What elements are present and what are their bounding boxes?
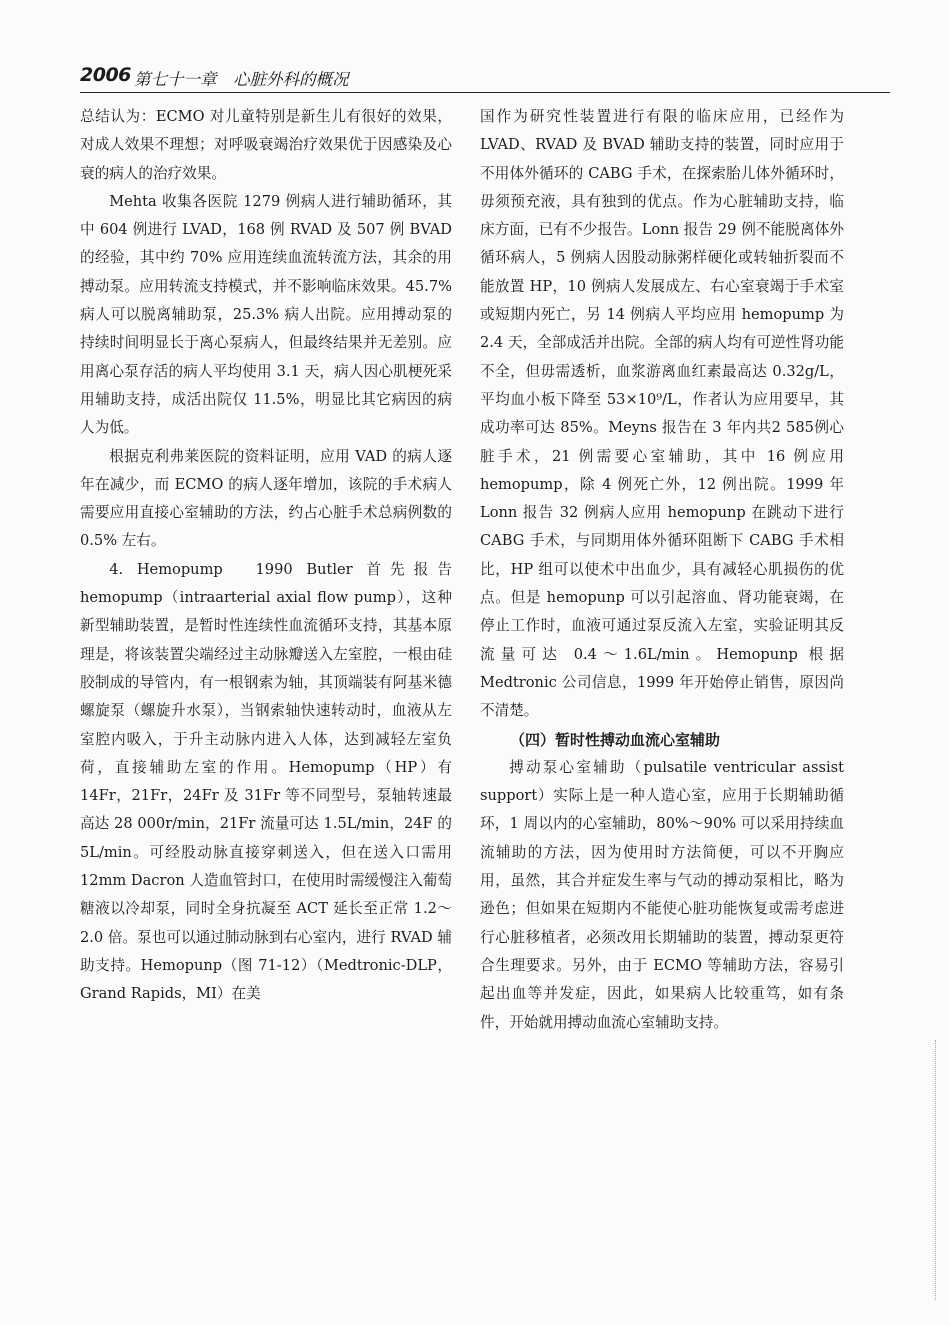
header-rule xyxy=(80,92,890,93)
left-column xyxy=(80,103,452,1009)
paragraph: 总结认为：ECMO 对儿童特别是新生儿有很好的效果，对成人效果不理想；对呼吸衰竭治疗效果优于因感染及心衰的病人的治疗效果。 xyxy=(80,108,452,182)
chapter-title: 第七十一章 心脏外科的概况 xyxy=(134,70,349,89)
right-column xyxy=(480,103,844,1037)
paragraph: 国作为研究性装置进行有限的临床应用，已经作为 LVAD、RVAD 及 BVAD 辅助支持的装置，同时应用于不用体外循环的 CABG 手术，在探索胎儿体外循环时，毋须预充液，具有独到的优点。作为心脏辅助支持，临床方面，已有不少报告。Lonn 报告 29 例不能脱离体外循环病人，5 例病人因股动脉粥样硬化或转轴折裂而不能放置 HP，10 例病人发展成左、右心室衰竭于手术室或短期内死亡，另 14 例病人平均应用 hemopump 为 2.4 天，全部成活并出院。全部的病人均有可逆性肾功能不全，但毋需透析，血浆游离血红素最高达 0.32g/L，平均血小板下降至 53×10⁹/L，作者认为应用要早，其成功率可达 85%。Meyns 报告在 3 年内共2 585例心脏手术，21 例需要心室辅助，其中 16 例应用 hemopump，除 4 例死亡外，12 例出院。1999 年 Lonn 报告 32 例病人应用 hemopunp 在跳动下进行 CABG 手术，与同期用体外循环阻断下 CABG 手术相比，HP 组可以使术中出血少，具有减轻心肌损伤的优点。但是 hemopunp 可以引起溶血、肾功能衰竭，在停止工作时，血液可通过泵反流入左室，实验证明其反流量可达 0.4～1.6L/min。Hemopunp 根据 Medtronic 公司信息，1999 年开始停止销售，原因尚不清楚。 xyxy=(480,108,844,720)
page-number: 2006 xyxy=(80,64,131,86)
paragraph: Mehta 收集各医院 1279 例病人进行辅助循环，其中 604 例进行 LVAD，168 例 RVAD 及 507 例 BVAD 的经验，其中约 70% 应用连续血流转流方法，其余的用搏动泵。应用转流支持模式，并不影响临床效果。45.7% 病人可以脱离辅助泵，25.3% 病人出院。应用搏动泵的持续时间明显长于离心泵病人，但最终结果并无差别。应用离心泵存活的病人平均使用 3.1 天，病人因心肌梗死采用辅助支持，成活出院仅 11.5%，明显比其它病因的病人为低。 xyxy=(80,192,452,437)
paragraph: 搏动泵心室辅助（pulsatile ventricular assist support）实际上是一种人造心室，应用于长期辅助循环，1 周以内的心室辅助，80%～90% 可以采用持续血流辅助的方法，因为使用时方法简便，可以不开胸应用，虽然，其合并症发生率与气动的搏动泵相比，略为逊色；但如果在短期内不能使心脏功能恢复或需考虑进行心脏移植者，必须改用长期辅助的装置，搏动泵更符合生理要求。另外，由于 ECMO 等辅助方法，容易引起出血等并发症，因此，如果病人比较重笃，如有条件，开始就用搏动血流心室辅助支持。 xyxy=(480,758,844,1031)
section-heading: （四）暂时性搏动血流心室辅助 xyxy=(510,730,721,749)
paragraph: 根据克利弗莱医院的资料证明，应用 VAD 的病人逐年在减少，而 ECMO 的病人逐年增加，该院的手术病人需要应用直接心室辅助的方法，约占心脏手术总病例数的 0.5% 左右。 xyxy=(80,447,452,550)
paragraph: 4. Hemopump 1990 Butler 首先报告 hemopump（intraarterial axial flow pump），这种新型辅助装置，是暂时性连续性血流循环支持，其基本原理是，将该装置尖端经过主动脉瓣送入左室腔，一根由硅胶制成的导管内，有一根钢索为轴，其顶端装有阿基米德螺旋泵（螺旋升水泵），当钢索轴快速转动时，血液从左室腔内吸入，于升主动脉内进入人体，达到减轻左室负荷，直接辅助左室的作用。Hemopump（HP）有 14Fr，21Fr，24Fr 及 31Fr 等不同型号，泵轴转速最高达 28 000r/min，21Fr 流量可达 1.5L/min，24F 的 5L/min。可经股动脉直接穿刺送入，但在送入口需用 12mm Dacron 人造血管封口，在使用时需缓慢注入葡萄糖液以冷却泵，同时全身抗凝至 ACT 延长至正常 1.2～2.0 倍。泵也可以通过肺动脉到右心室内，进行 RVAD 辅助支持。Hemopunp（图 71-12）（Medtronic-DLP，Grand Rapids，MI）在美 xyxy=(80,560,452,1003)
scan-edge-mark xyxy=(929,1040,936,1300)
page-header xyxy=(80,60,890,94)
